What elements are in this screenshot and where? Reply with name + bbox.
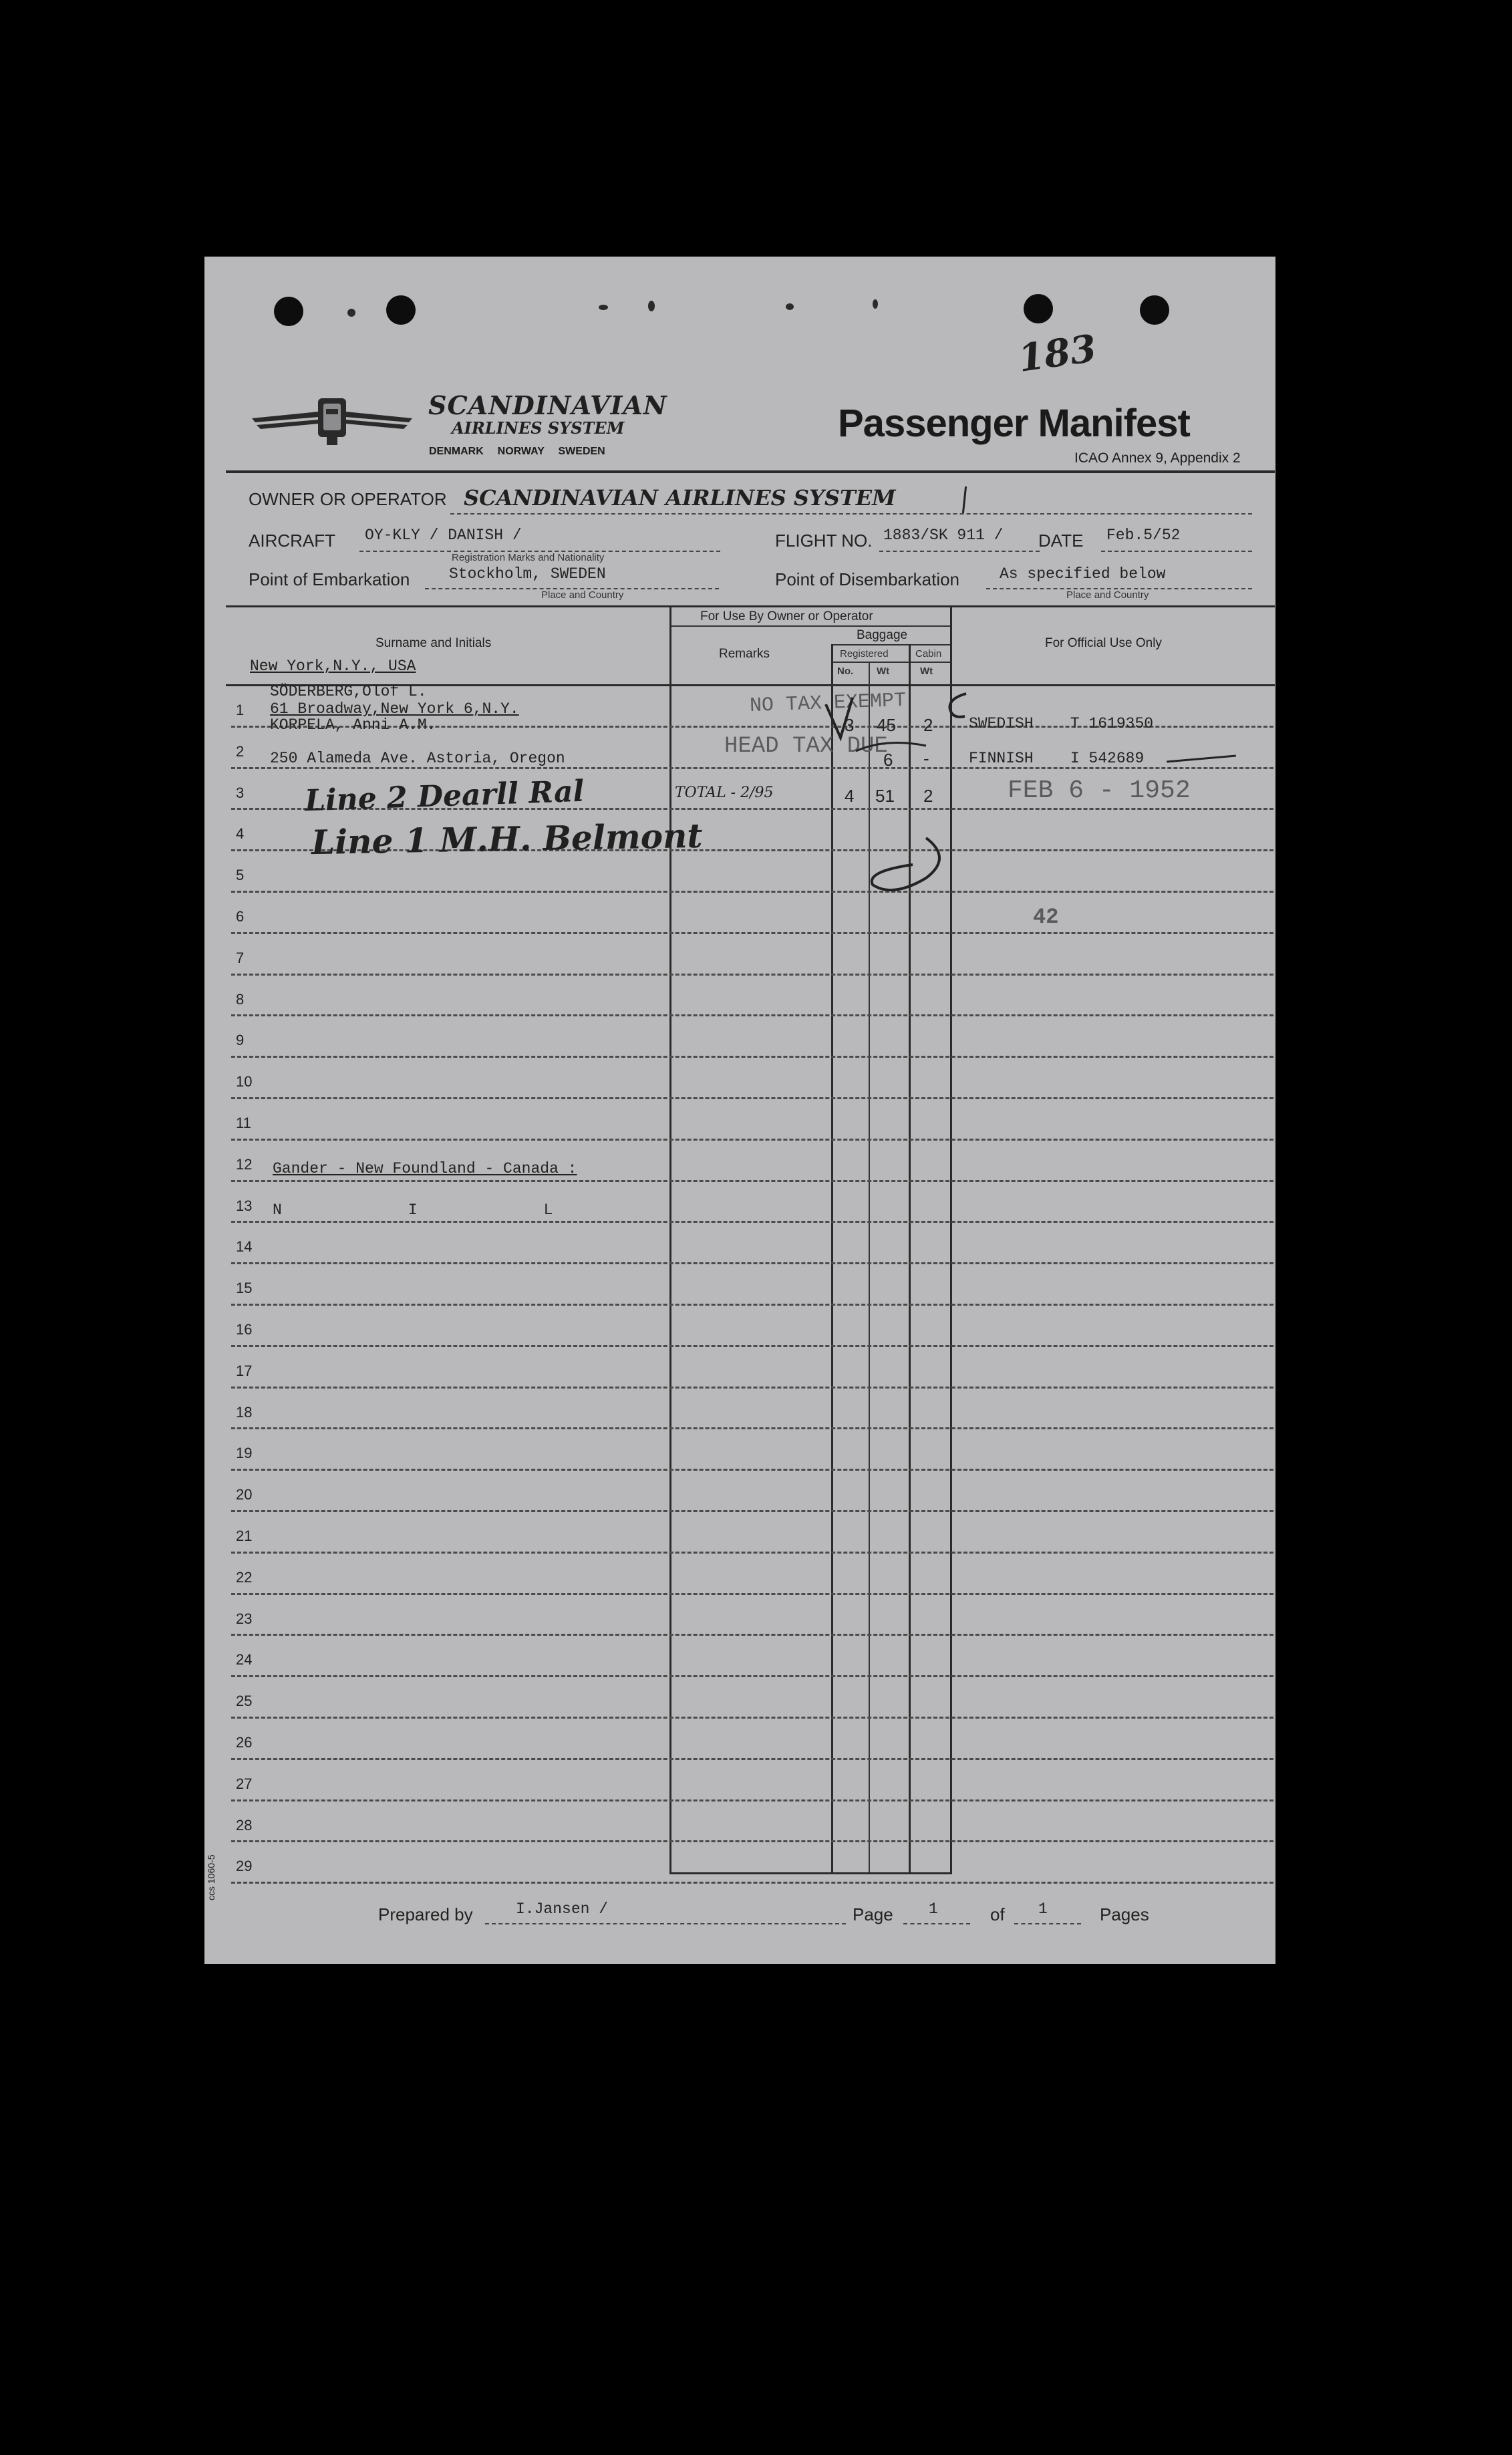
embarkation-caption: Place and Country xyxy=(541,589,624,601)
row-2-official: FINNISH I 542689 xyxy=(969,750,1145,767)
row-number: 8 xyxy=(236,990,245,1008)
page-subtitle: ICAO Annex 9, Appendix 2 xyxy=(1074,450,1241,466)
table-bottom-rule xyxy=(669,1872,952,1874)
row-rule xyxy=(231,1304,1273,1306)
manifest-sheet xyxy=(204,257,1275,1964)
row-2-cabin-wt: - xyxy=(923,748,929,768)
ink-smudge xyxy=(347,309,355,317)
row-number: 19 xyxy=(236,1445,253,1462)
passenger-1-name: SÖDERBERG,Olof L. xyxy=(270,683,427,700)
row-rule xyxy=(231,1056,1273,1058)
page-title: Passenger Manifest xyxy=(838,402,1190,445)
row-number: 7 xyxy=(236,949,245,966)
page-underline xyxy=(903,1923,970,1924)
row-rule xyxy=(231,1262,1273,1264)
col-header-baggage: Baggage xyxy=(857,628,908,642)
total-handwritten: TOTAL - 2/95 xyxy=(675,784,774,801)
row-rule xyxy=(231,1675,1273,1677)
gander-note: Gander - New Foundland - Canada : xyxy=(273,1160,577,1177)
row-rule xyxy=(231,932,1273,934)
row-rule xyxy=(231,1097,1273,1099)
col-header-no: No. xyxy=(837,666,854,677)
embarkation-label: Point of Embarkation xyxy=(249,569,410,589)
row-rule xyxy=(231,1840,1273,1842)
col-header-owner-use: For Use By Owner or Operator xyxy=(700,609,873,623)
row-number: 5 xyxy=(236,867,245,884)
row-rule xyxy=(231,974,1273,976)
owner-tick xyxy=(962,486,967,513)
number-stamp: 42 xyxy=(1033,905,1059,929)
col-header-wt-cabin: Wt xyxy=(920,666,933,677)
baggage-rule xyxy=(833,644,951,645)
head-tax-due-stamp: HEAD TAX DUE xyxy=(724,734,888,759)
disembarkation-value: As specified below xyxy=(1000,565,1166,583)
disembarkation-label: Point of Disembarkation xyxy=(775,569,960,589)
row-number: 2 xyxy=(236,742,245,760)
row-number: 18 xyxy=(236,1403,253,1421)
airline-name-line1: SCANDINAVIAN xyxy=(428,390,667,420)
owner-underline xyxy=(450,513,1252,515)
row-3-bag-wt: 51 xyxy=(875,786,895,806)
col-header-remarks: Remarks xyxy=(719,647,770,661)
passenger-1-address: 61 Broadway,New York 6,N.Y. xyxy=(270,700,519,718)
row-2-bag-wt: 6 xyxy=(883,750,893,770)
row-number: 24 xyxy=(236,1651,253,1669)
row-rule xyxy=(231,1427,1273,1429)
prepared-underline xyxy=(485,1923,846,1924)
row-number: 28 xyxy=(236,1816,253,1834)
of-label: of xyxy=(990,1904,1005,1924)
row-rule xyxy=(231,1717,1273,1719)
prepared-by-value: I.Jansen / xyxy=(516,1900,609,1918)
flight-value: 1883/SK 911 / xyxy=(883,527,1004,544)
col-header-registered: Registered xyxy=(840,648,889,660)
row-number: 20 xyxy=(236,1486,253,1503)
row-rule xyxy=(231,1345,1273,1347)
row-number: 3 xyxy=(236,784,245,801)
col-header-official: For Official Use Only xyxy=(1045,636,1162,650)
row-number: 12 xyxy=(236,1155,253,1173)
row-rule xyxy=(231,1469,1273,1471)
ink-smudge xyxy=(599,305,608,310)
owner-value: SCANDINAVIAN AIRLINES SYSTEM xyxy=(464,485,896,511)
row-rule xyxy=(231,1882,1273,1884)
col-header-surname: Surname and Initials xyxy=(375,636,492,650)
airline-logo xyxy=(249,394,416,451)
row-rule xyxy=(231,1014,1273,1016)
pages-label: Pages xyxy=(1100,1904,1149,1924)
aircraft-caption: Registration Marks and Nationality xyxy=(452,552,605,563)
handwritten-line-1: Line 2 Dearll Ral xyxy=(304,774,585,819)
of-value: 1 xyxy=(1038,1900,1048,1918)
page-value: 1 xyxy=(929,1900,938,1918)
prepared-by-label: Prepared by xyxy=(378,1904,473,1924)
check-mark-icon xyxy=(943,690,970,723)
row-number: 21 xyxy=(236,1528,253,1544)
airline-countries: DENMARK NORWAY SWEDEN xyxy=(429,446,605,457)
row-rule xyxy=(231,1221,1273,1223)
row-rule xyxy=(231,1593,1273,1595)
row-rule xyxy=(231,1510,1273,1512)
ink-smudge xyxy=(873,299,878,309)
row-rule xyxy=(231,1758,1273,1760)
row-1-bag-no: 3 xyxy=(845,715,855,735)
passenger-2-address: 250 Alameda Ave. Astoria, Oregon xyxy=(270,750,565,767)
row-rule xyxy=(231,1387,1273,1389)
ink-smudge xyxy=(786,303,794,310)
winged-crest-icon xyxy=(249,394,416,448)
tax-exempt-stamp: NO TAX EXEMPT xyxy=(749,689,907,718)
ink-smudge xyxy=(648,301,655,311)
row-number: 6 xyxy=(236,908,245,925)
col-header-wt: Wt xyxy=(877,666,890,677)
row-number: 15 xyxy=(236,1280,253,1297)
row-rule xyxy=(231,1799,1273,1801)
row-rule xyxy=(231,1552,1273,1554)
row-3-bag-no: 4 xyxy=(845,786,855,806)
form-code: ccs 1060-5 xyxy=(206,1854,216,1900)
row-number: 10 xyxy=(236,1073,253,1091)
row-number: 29 xyxy=(236,1858,253,1875)
nil-note: N I L xyxy=(273,1201,553,1219)
airline-name-line2: AIRLINES SYSTEM xyxy=(452,418,625,438)
row-number: 9 xyxy=(236,1032,245,1049)
row-1-official: SWEDISH T 1619350 xyxy=(969,715,1154,732)
row-number: 23 xyxy=(236,1610,253,1627)
row-number: 22 xyxy=(236,1568,253,1586)
embarkation-value: Stockholm, SWEDEN xyxy=(449,565,606,583)
row-number: 17 xyxy=(236,1362,253,1379)
punch-hole-left-2 xyxy=(386,295,416,325)
aircraft-value: OY-KLY / DANISH / xyxy=(365,527,522,544)
date-underline xyxy=(1101,551,1252,552)
corner-handwritten-number: 183 xyxy=(1015,326,1099,381)
row-rule xyxy=(231,1139,1273,1141)
row-number: 1 xyxy=(236,702,245,718)
owner-label: OWNER OR OPERATOR xyxy=(249,489,447,509)
row-number: 4 xyxy=(236,825,245,843)
date-received-stamp: FEB 6 - 1952 xyxy=(1008,776,1191,805)
row-1-bag-wt: 45 xyxy=(877,715,896,735)
row-number: 27 xyxy=(236,1775,253,1792)
row-rule xyxy=(231,1634,1273,1636)
sub-rule xyxy=(833,662,951,663)
row-number: 13 xyxy=(236,1197,253,1214)
divider xyxy=(226,470,1275,473)
flight-underline xyxy=(879,551,1040,552)
of-underline xyxy=(1014,1923,1081,1924)
page-label: Page xyxy=(853,1904,893,1924)
row-number: 11 xyxy=(236,1115,251,1131)
flight-label: FLIGHT NO. xyxy=(775,531,873,551)
passenger-2-name: KORPELA, Anni A.M. xyxy=(270,716,436,734)
row-number: 16 xyxy=(236,1321,253,1338)
row-3-cabin-wt: 2 xyxy=(923,786,933,806)
disembarkation-caption: Place and Country xyxy=(1066,589,1149,601)
row-1-cabin-wt: 2 xyxy=(923,715,933,735)
date-value: Feb.5/52 xyxy=(1106,527,1181,544)
official-strike xyxy=(1167,754,1236,762)
col-header-cabin: Cabin xyxy=(915,648,942,660)
owner-use-rule xyxy=(671,625,951,627)
punch-hole-right-2 xyxy=(1140,295,1169,325)
punch-hole-right xyxy=(1024,294,1053,323)
handwritten-line-2: Line 1 M.H. Belmont xyxy=(311,815,703,863)
table-top-rule xyxy=(226,605,1275,607)
row-rule xyxy=(231,1180,1273,1182)
row-number: 26 xyxy=(236,1734,253,1751)
date-label: DATE xyxy=(1038,531,1084,551)
signature-flourish-icon xyxy=(579,684,993,911)
punch-hole-left xyxy=(274,297,303,326)
row-number: 25 xyxy=(236,1693,253,1710)
row-number: 14 xyxy=(236,1238,253,1256)
destination-heading: New York,N.Y., USA xyxy=(250,658,416,675)
aircraft-label: AIRCRAFT xyxy=(249,531,335,551)
